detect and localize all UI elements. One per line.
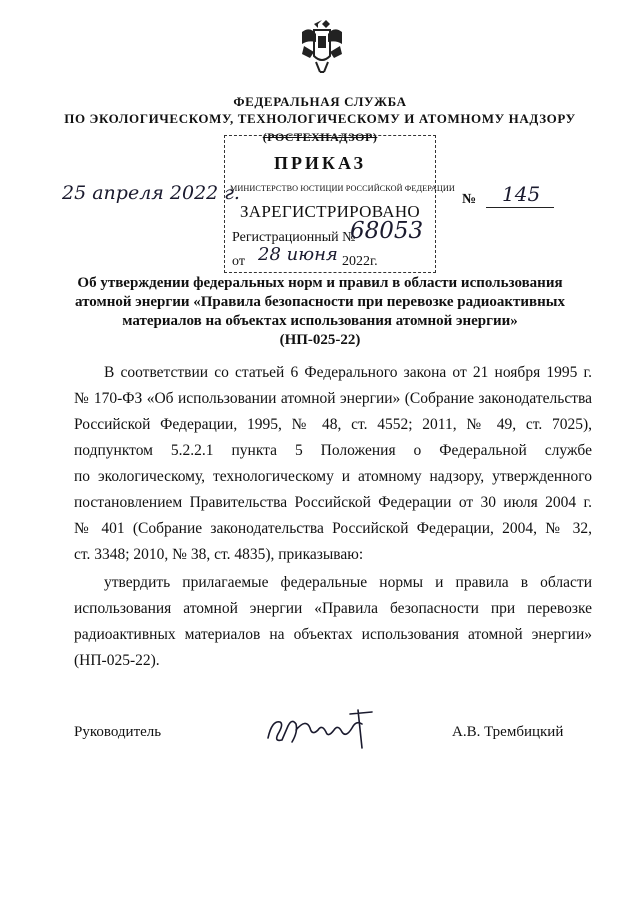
order-number-label: № [462,192,477,207]
body-p1-line5: по экологическому, технологическому и атомному надзору, утвержденного [74,468,592,485]
stamp-reg-number-label: Регистрационный № [232,230,356,245]
signatory-title: Руководитель [74,724,162,740]
body-p2-line3: радиоактивных материалов на объектах использования атомной энергии» [74,626,592,643]
title-line2: атомной энергии «Правила безопасности при перевозке радиоактивных [75,294,565,310]
order-number-underline [486,207,554,208]
signatory-name: А.В. Трембицкий [452,724,564,740]
body-p1-line8: ст. 3348; 2010, № 38, ст. 4835), приказываю: [74,546,364,563]
document-type: ПРИКАЗ [273,153,367,173]
stamp-registered: ЗАРЕГИСТРИРОВАНО [239,202,421,221]
stamp-ministry: МИНИСТЕРСТВО ЮСТИЦИИ РОССИЙСКОЙ ФЕДЕРАЦИИ [230,184,455,193]
stamp-date-prefix: от [232,254,245,269]
title-line4: (НП-025-22) [279,332,361,348]
signature-image [262,708,382,752]
body-p1-line1: В соответствии со статьей 6 Федерального закона от 21 ноября 1995 г. [104,364,592,381]
coat-of-arms-icon [296,18,348,76]
order-date: 25 апреля 2022 г. [62,182,240,204]
agency-name-line1: ФЕДЕРАЛЬНАЯ СЛУЖБА [233,94,407,109]
stamp-year: 2022г. [342,254,378,269]
stamp-reg-date: 28 июня [258,244,338,265]
body-p1-line2: № 170-ФЗ «Об использовании атомной энергии» (Собрание законодательства [74,390,592,407]
agency-abbreviation: (РОСТЕХНАДЗОР) [262,130,378,144]
body-p1-line7: № 401 (Собрание законодательства Российской Федерации, 2004, № 32, [74,520,592,537]
body-p1-line6: постановлением Правительства Российской Федерации от 30 июля 2004 г. [74,494,592,511]
body-p2-line4: (НП-025-22). [74,652,160,669]
title-line1: Об утверждении федеральных норм и правил в области использования [77,275,563,291]
body-p2-line2: использования атомной энергии «Правила безопасности при перевозке [74,600,592,617]
agency-name-line2: ПО ЭКОЛОГИЧЕСКОМУ, ТЕХНОЛОГИЧЕСКОМУ И АТОМНОМУ НАДЗОРУ [64,111,576,126]
title-line3: материалов на объектах использования атомной энергии» [122,313,518,329]
body-p1-line4: подпунктом 5.2.2.1 пункта 5 Положения о Федеральной службе [74,442,592,459]
body-p2-line1: утвердить прилагаемые федеральные нормы и правила в области [104,574,592,591]
stamp-reg-number: 68053 [350,218,424,244]
body-p1-line3: Российской Федерации, 1995, № 48, ст. 4552; 2011, № 49, ст. 7025), [74,416,592,433]
order-number: 145 [502,182,541,206]
